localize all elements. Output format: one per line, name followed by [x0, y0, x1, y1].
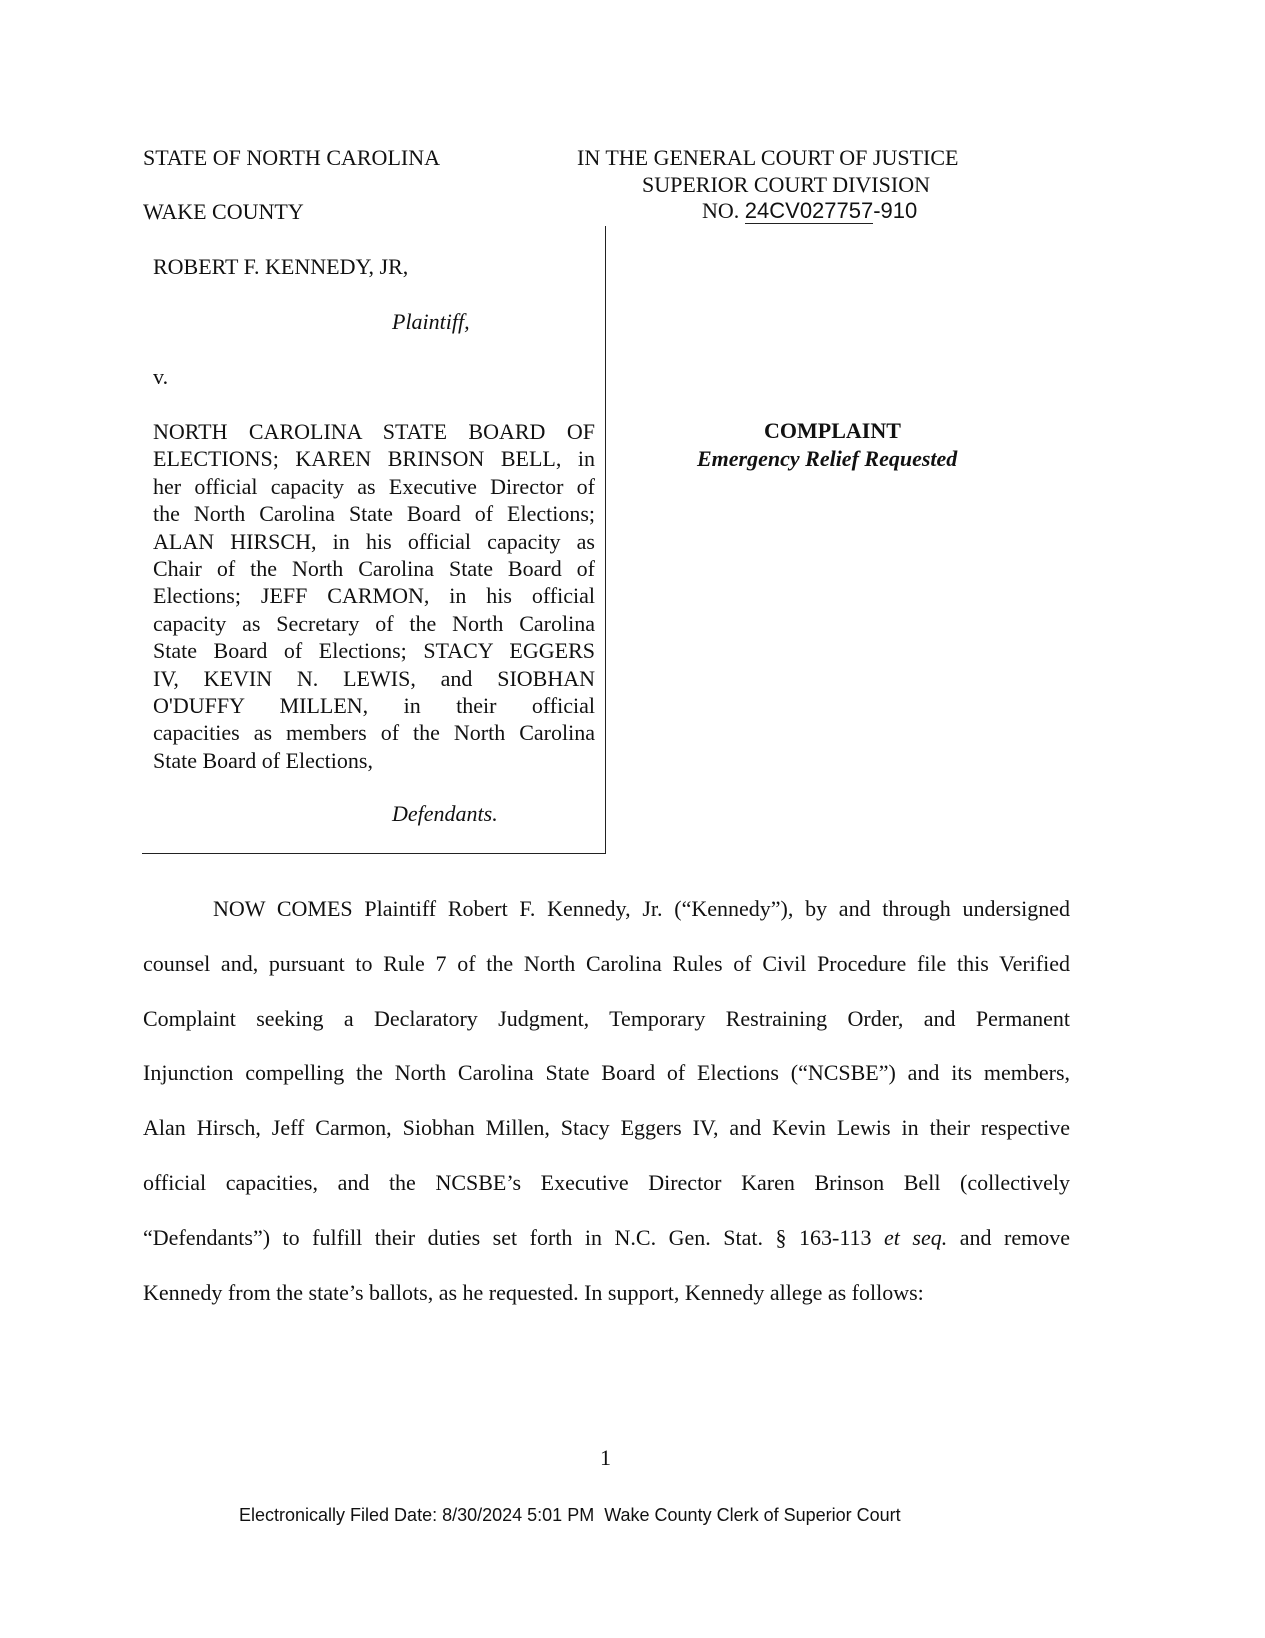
body-paragraph — [143, 882, 1070, 1320]
body-line: Injunction compelling the North Carolina State Board of Elections (“NCSBE”) and its members, — [143, 1060, 1070, 1086]
defendants-line: O'DUFFY MILLEN, in their official — [153, 693, 595, 719]
body-line: Kennedy from the state’s ballots, as he requested. In support, Kennedy allege as follows: — [143, 1279, 924, 1305]
defendants-line: Elections; JEFF CARMON, in his official — [153, 583, 595, 609]
body-italic: et seq. — [884, 1224, 948, 1250]
defendants-line: NORTH CAROLINA STATE BOARD OF — [153, 419, 595, 444]
defendants-label: Defendants. — [392, 801, 498, 826]
body-line: NOW COMES Plaintiff Robert F. Kennedy, Jr. (“Kennedy”), by and through undersigned — [213, 896, 1070, 921]
county-label: WAKE COUNTY — [143, 199, 304, 224]
caption-vertical-rule — [605, 226, 606, 854]
versus-label: v. — [153, 364, 169, 389]
case-no-label: NO. — [702, 198, 740, 223]
case-number — [702, 200, 917, 222]
defendants-line: ELECTIONS; KAREN BRINSON BELL, in — [153, 446, 595, 472]
defendants-line: her official capacity as Executive Director of — [153, 473, 595, 499]
plaintiff-label: Plaintiff, — [392, 309, 470, 334]
defendants-line: the North Carolina State Board of Elections; — [153, 501, 595, 527]
plaintiff-name: ROBERT F. KENNEDY, JR, — [153, 254, 409, 279]
court-line-1: IN THE GENERAL COURT OF JUSTICE — [577, 145, 959, 170]
defendants-line: ALAN HIRSCH, in his official capacity as — [153, 528, 595, 554]
filing-footer: Electronically Filed Date: 8/30/2024 5:01 PM Wake County Clerk of Superior Court — [239, 1505, 901, 1525]
document-title: COMPLAINT — [764, 418, 901, 443]
body-text: “Defendants”) to fulfill their duties set forth in N.C. Gen. Stat. § 163-113 — [143, 1224, 872, 1250]
defendants-line: State Board of Elections; STACY EGGERS — [153, 638, 595, 664]
defendants-line: capacity as Secretary of the North Carolina — [153, 610, 595, 636]
case-number-suffix: -910 — [873, 198, 918, 223]
body-line: counsel and, pursuant to Rule 7 of the North Carolina Rules of Civil Procedure file this Verified — [143, 950, 1070, 976]
body-line: official capacities, and the NCSBE’s Executive Director Karen Brinson Bell (collectively — [143, 1169, 1070, 1195]
defendants-line: capacities as members of the North Carolina — [153, 720, 595, 746]
state-label: STATE OF NORTH CAROLINA — [143, 145, 440, 170]
body-text: and remove — [959, 1224, 1071, 1250]
caption-bottom-rule — [142, 853, 606, 854]
page-number: 1 — [600, 1445, 611, 1470]
case-number-underlined: 24CV027757 — [744, 198, 874, 223]
document-subtitle: Emergency Relief Requested — [697, 446, 958, 471]
body-line: Alan Hirsch, Jeff Carmon, Siobhan Millen, Stacy Eggers IV, and Kevin Lewis in their respective — [143, 1115, 1070, 1141]
defendants-list — [153, 418, 595, 774]
court-line-2: SUPERIOR COURT DIVISION — [642, 172, 930, 197]
body-line: Complaint seeking a Declaratory Judgment, Temporary Restraining Order, and Permanent — [143, 1005, 1070, 1031]
defendants-line: IV, KEVIN N. LEWIS, and SIOBHAN — [153, 665, 595, 691]
defendants-line: State Board of Elections, — [153, 747, 373, 773]
body-line — [143, 1211, 1070, 1266]
defendants-line: Chair of the North Carolina State Board of — [153, 556, 595, 582]
